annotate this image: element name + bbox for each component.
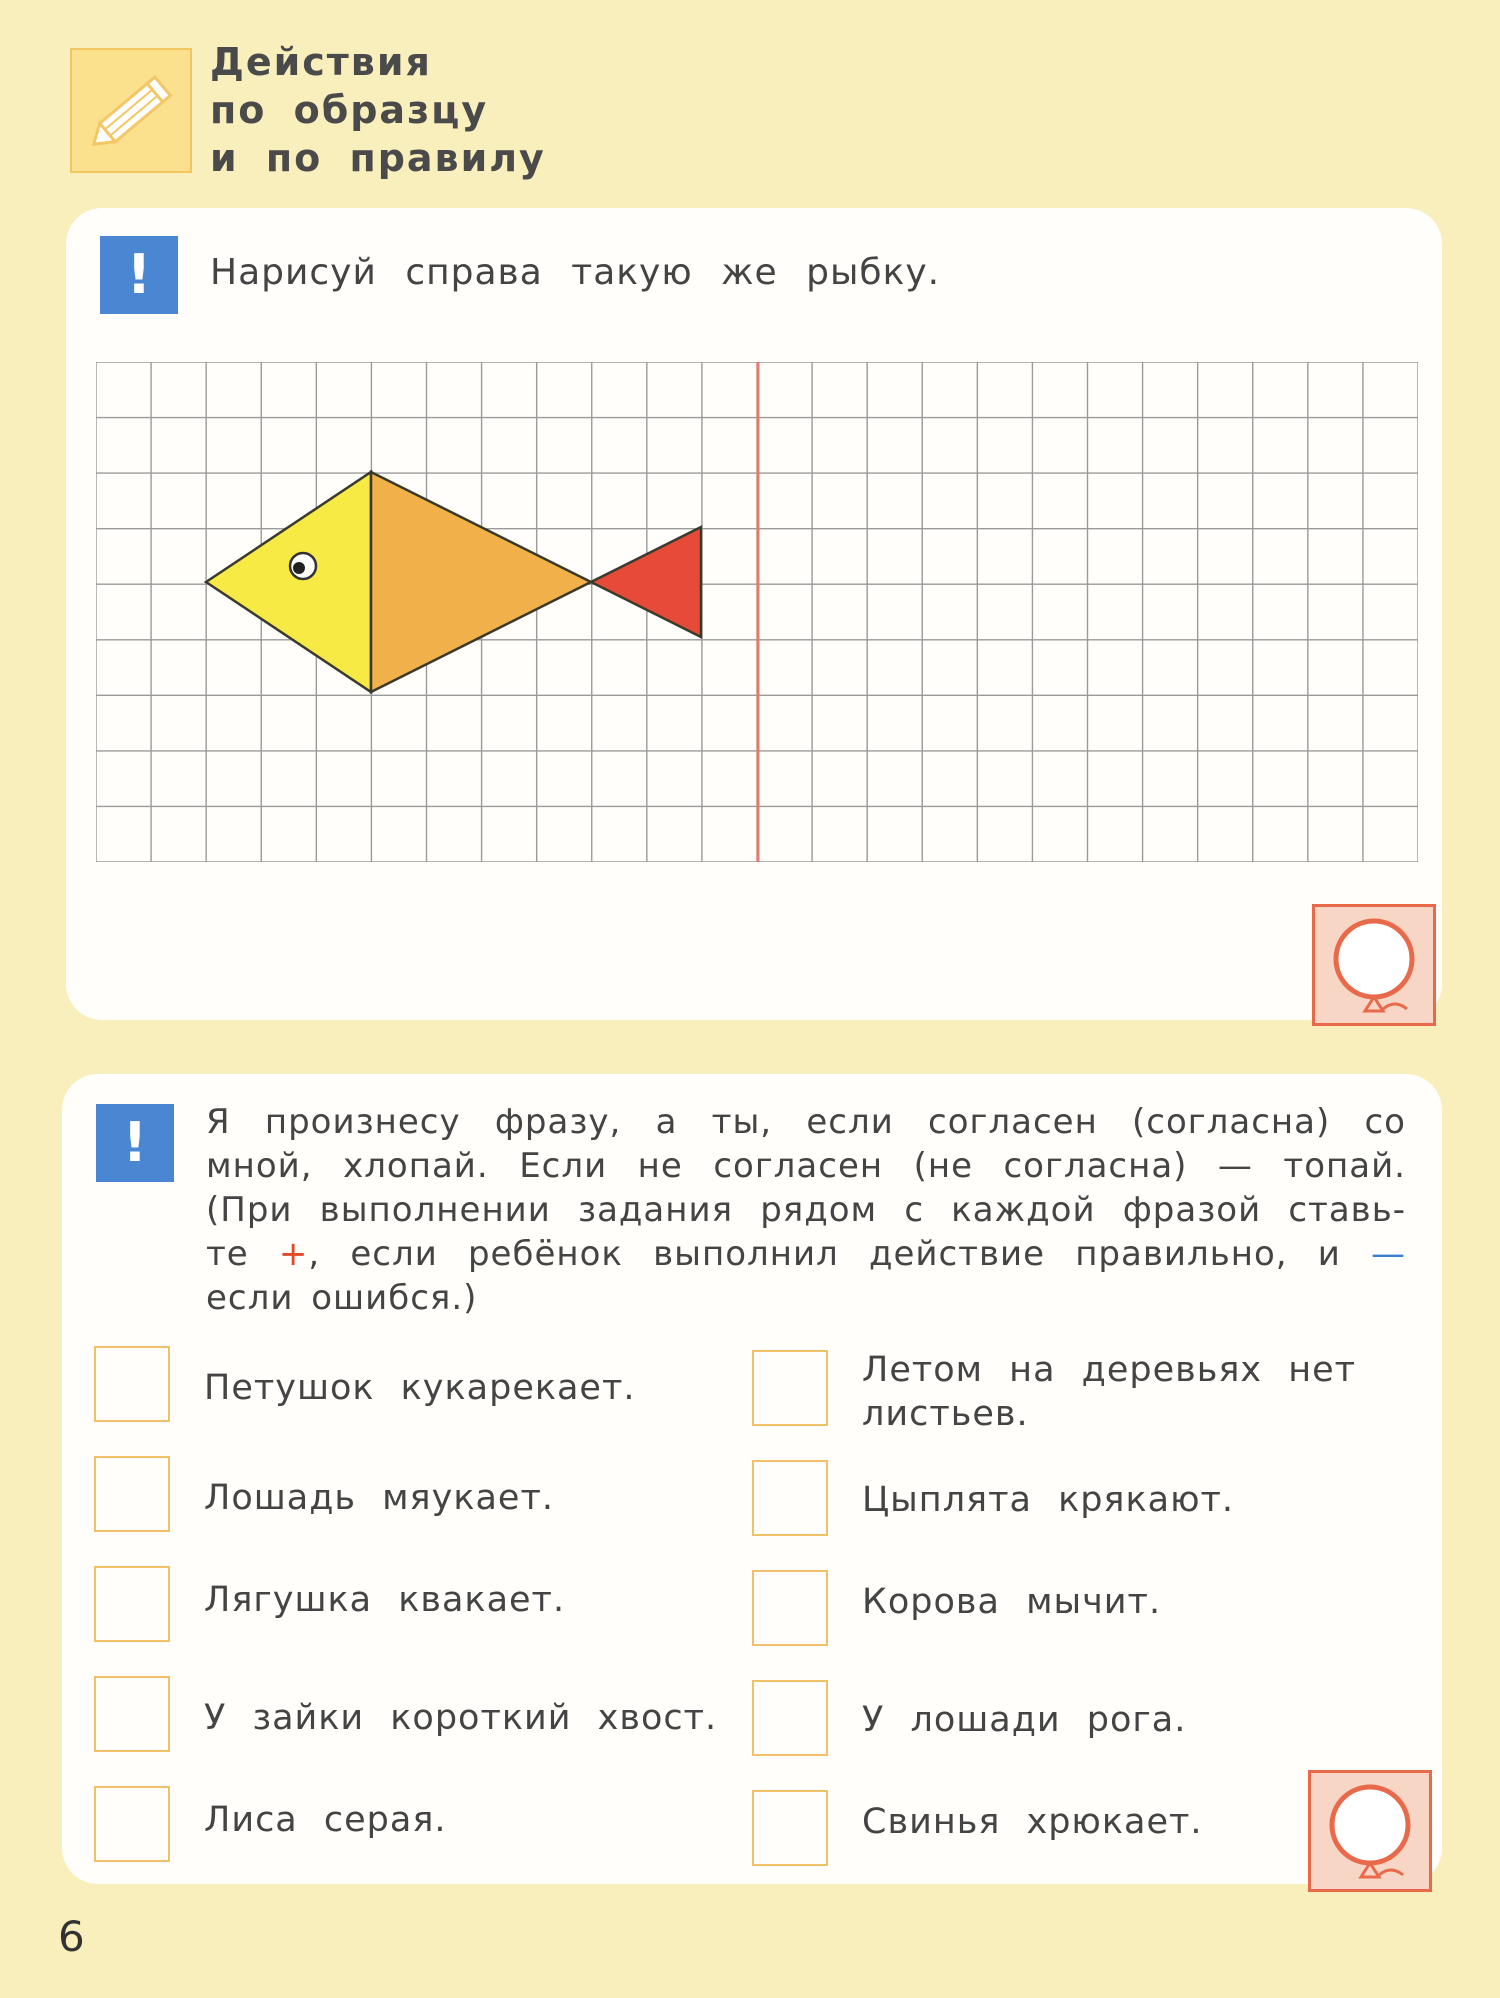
score-circle-2[interactable] [1308, 1770, 1432, 1892]
statement-left-3: Лягушка квакает. [204, 1580, 566, 1620]
score-circle-1[interactable] [1312, 904, 1436, 1026]
fish-sample [206, 472, 701, 692]
task-2-exclamation-badge: ! [96, 1104, 174, 1182]
plus-sign: + [278, 1234, 309, 1274]
task-1-instruction: Нарисуй справа такую же рыбку. [210, 252, 941, 293]
task-2-instruction [206, 1100, 1406, 1320]
statement-right-5: Свинья хрюкает. [862, 1802, 1203, 1842]
checkbox-left-1[interactable] [94, 1346, 170, 1422]
pencil-icon [82, 64, 182, 160]
evaluation-circle-icon [1325, 1781, 1415, 1881]
task-2-line-2: мной, хлопай. Если не согласен (не согласна) — топай. [206, 1146, 1406, 1186]
statement-left-2: Лошадь мяукает. [204, 1478, 554, 1518]
fish-pupil [293, 562, 305, 574]
checkbox-left-2[interactable] [94, 1456, 170, 1532]
grid-canvas[interactable] [96, 362, 1418, 862]
checkbox-right-5[interactable] [752, 1790, 828, 1866]
drawing-grid[interactable] [96, 362, 1418, 866]
task-2-line-5: если ошибся.) [206, 1278, 478, 1318]
statement-right-3: Корова мычит. [862, 1582, 1162, 1622]
minus-sign: — [1371, 1234, 1407, 1274]
checkbox-right-2[interactable] [752, 1460, 828, 1536]
statement-left-5: Лиса серая. [204, 1800, 447, 1840]
checkbox-left-5[interactable] [94, 1786, 170, 1862]
checkbox-right-4[interactable] [752, 1680, 828, 1756]
section-title [210, 38, 546, 182]
evaluation-circle-icon [1329, 915, 1419, 1015]
statement-left-1: Петушок кукарекает. [204, 1368, 636, 1408]
statement-left-4: У зайки короткий хвост. [204, 1698, 718, 1738]
section-title-line-3: и по правилу [210, 136, 546, 180]
fish-tail [591, 527, 701, 637]
statement-right-2: Цыплята крякают. [862, 1480, 1235, 1520]
task-2-line-4-start: те [206, 1234, 249, 1274]
task-2-line-4 [206, 1232, 1406, 1276]
page-number: 6 [58, 1912, 85, 1961]
statement-right-1 [862, 1348, 1356, 1436]
checkbox-left-4[interactable] [94, 1676, 170, 1752]
pencil-icon-box [70, 48, 192, 173]
checkbox-right-3[interactable] [752, 1570, 828, 1646]
checkbox-right-1[interactable] [752, 1350, 828, 1426]
statement-right-4: У лошади рога. [862, 1700, 1187, 1740]
section-title-line-1: Действия [210, 40, 432, 84]
checkbox-left-3[interactable] [94, 1566, 170, 1642]
statement-right-1-line-1: Летом на деревьях нет [862, 1350, 1357, 1390]
fish-head [206, 472, 371, 692]
section-title-line-2: по образцу [210, 88, 489, 132]
task-1-exclamation-badge: ! [100, 236, 178, 314]
task-2-line-1: Я произнесу фразу, а ты, если согласен (согласна) со [206, 1102, 1406, 1142]
statement-right-1-line-2: листьев. [862, 1394, 1029, 1434]
task-2-line-3: (При выполнении задания рядом с каждой фразой ставь- [206, 1190, 1406, 1230]
task-2-line-4-middle: , если ребёнок выполнил действие правильно, и [308, 1234, 1341, 1274]
